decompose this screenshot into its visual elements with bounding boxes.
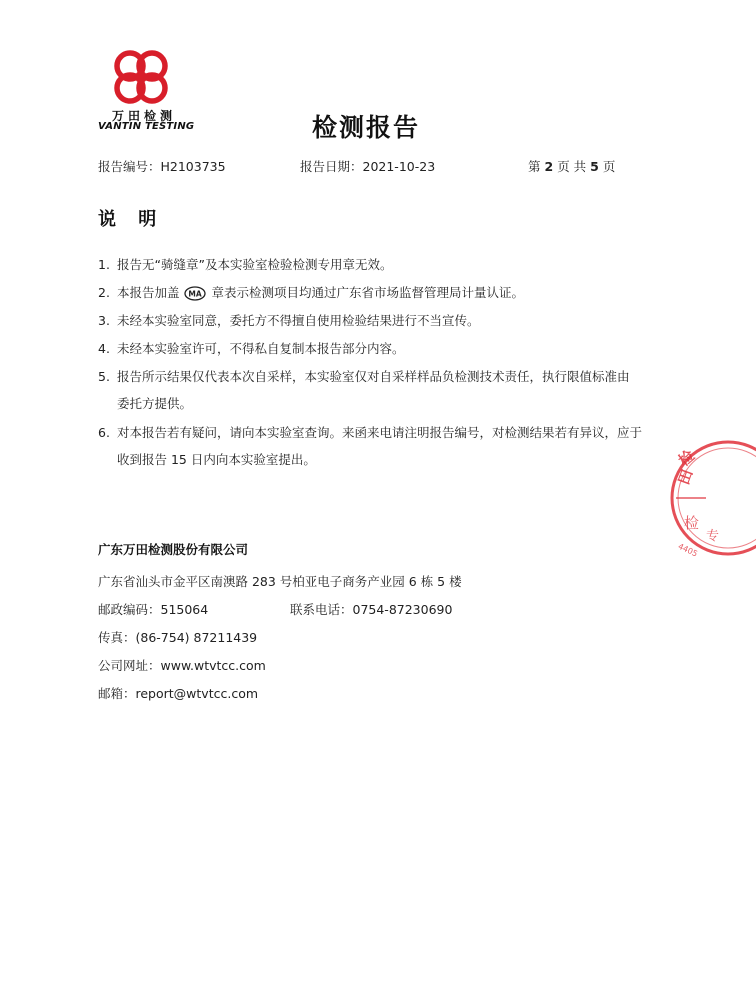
list-item bbox=[0, 256, 707, 274]
list-item bbox=[0, 424, 707, 470]
note-text-after: 章表示检测项目均通过广东省市场监督管理局计量认证。 bbox=[211, 285, 525, 300]
company-address: 广东省汕头市金平区南澳路 283 号柏亚电子商务产业园 6 栋 5 楼 bbox=[98, 574, 462, 589]
svg-text:4405: 4405 bbox=[676, 541, 699, 559]
svg-text:检: 检 bbox=[684, 514, 700, 532]
company-fax: 传真：(86-754) 87211439 bbox=[98, 630, 258, 645]
company-website: 公司网址：www.wtvtcc.com bbox=[98, 658, 266, 673]
page-current: 2 bbox=[544, 159, 554, 174]
note-number: 3. bbox=[98, 313, 110, 328]
company-name: 广东万田检测股份有限公司 bbox=[98, 542, 249, 557]
list-item bbox=[0, 340, 707, 358]
note-text: 对本报告若有疑问，请向本实验室查询。来函来电请注明报告编号，对检测结果若有异议，应于 bbox=[117, 425, 643, 440]
note-text-continued: 收到报告 15 日内向本实验室提出。 bbox=[117, 452, 316, 467]
company-phone: 联系电话：0754-87230690 bbox=[290, 602, 453, 617]
note-number: 6. bbox=[98, 425, 110, 440]
vantin-logo-icon bbox=[110, 46, 172, 108]
seal-stamp-icon bbox=[666, 432, 726, 562]
note-text-before: 本报告加盖 bbox=[117, 285, 180, 300]
note-number: 1. bbox=[98, 257, 110, 272]
page-prefix: 第 bbox=[528, 159, 541, 174]
report-number: 报告编号：H2103735 bbox=[98, 159, 226, 174]
cma-mark-icon bbox=[184, 286, 206, 306]
svg-text:田: 田 bbox=[674, 466, 697, 488]
list-item bbox=[0, 284, 707, 302]
page-suffix: 页 bbox=[602, 159, 616, 174]
note-text: 报告所示结果仅代表本次自采样，本实验室仅对自采样样品负检测技术责任，执行限值标准由 bbox=[117, 369, 630, 384]
note-number: 5. bbox=[98, 369, 110, 384]
logo-chinese-name: 万田检测 bbox=[112, 109, 177, 123]
company-postcode: 邮政编码：515064 bbox=[98, 602, 209, 617]
report-date: 报告日期：2021-10-23 bbox=[300, 159, 436, 174]
list-item bbox=[0, 312, 707, 330]
note-text bbox=[117, 284, 524, 306]
note-text: 报告无“骑缝章”及本实验室检验检测专用章无效。 bbox=[117, 257, 393, 272]
logo-english-name: VANTIN TESTING bbox=[98, 121, 195, 132]
page-mid: 页 共 bbox=[557, 159, 587, 174]
note-number: 4. bbox=[98, 341, 110, 356]
svg-text:专: 专 bbox=[706, 529, 720, 544]
svg-text:MA: MA bbox=[187, 289, 202, 299]
svg-text:检: 检 bbox=[674, 446, 699, 470]
section-title: 说 明 bbox=[98, 209, 165, 230]
note-number: 2. bbox=[98, 285, 110, 300]
note-text: 未经本实验室许可，不得私自复制本报告部分内容。 bbox=[117, 341, 405, 356]
page-total: 5 bbox=[590, 159, 599, 174]
company-email: 邮箱：report@wtvtcc.com bbox=[98, 686, 259, 701]
page-counter bbox=[528, 157, 615, 175]
note-text-continued: 委托方提供。 bbox=[117, 396, 193, 411]
page-title: 检测报告 bbox=[312, 113, 421, 142]
list-item bbox=[0, 368, 707, 414]
note-text: 未经本实验室同意，委托方不得擅自使用检验结果进行不当宣传。 bbox=[117, 313, 480, 328]
